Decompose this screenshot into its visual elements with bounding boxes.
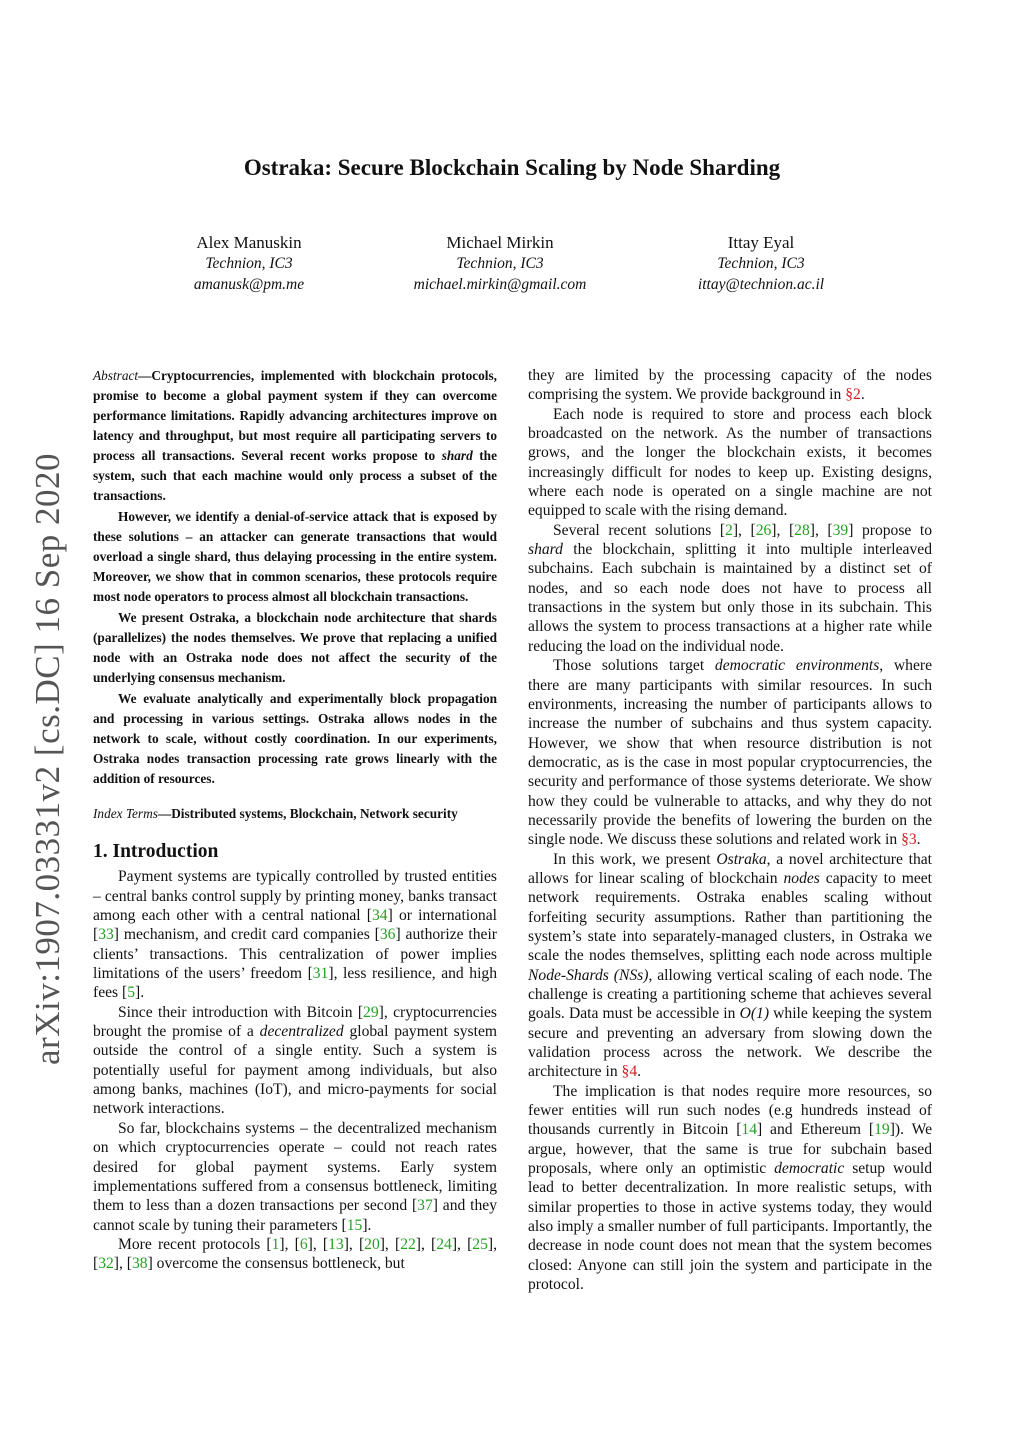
citation-link[interactable]: 25 xyxy=(472,1235,488,1253)
section-heading: 1. Introduction xyxy=(93,841,219,862)
abstract xyxy=(93,366,497,824)
body-paragraph: In this work, we present Ostraka, a novel architecture that allows for linear scaling of blockchain nodes capacity to meet network requirements. Ostraka enables scaling without forfeiting security assumptions. Rather than partitioning the system’s state into separately-managed clusters, in Ostraka we scale the nodes themselves, splitting each node across multiple Node-Shards (NSs), allowing vertical scaling of each node. The challenge is creating a partitioning scheme that achieves several goals. Data must be accessible in O(1) while keeping the system secure and preventing an adversary from slowing down the validation process across the network. We describe the architecture in §4. xyxy=(528,850,933,1081)
abstract-label: Abstract xyxy=(93,368,139,383)
author-name: Ittay Eyal xyxy=(727,233,795,252)
author-block xyxy=(631,232,891,295)
abstract-paragraph: We present Ostraka, a blockchain node architecture that shards (parallelizes) the nodes themselves. We prove that replacing a unified node with an Ostraka node does not affect the security of the underlying consensus mechanism. xyxy=(93,610,497,685)
citation-link[interactable]: 36 xyxy=(379,926,396,944)
citation-link[interactable]: 39 xyxy=(832,521,849,539)
body-paragraph: Several recent solutions [2], [26], [28], [39] propose to shard the blockchain, splitting it into multiple interleaved subchains. Each subchain is maintained by a distinct set of nodes, and so each node does not have to process all transactions in the system but only those in its subchain. This allows the system to process transactions at a higher rate while reducing the load on the individual node. xyxy=(528,521,933,655)
author-block xyxy=(119,232,379,295)
citation-link[interactable]: 20 xyxy=(364,1235,380,1253)
abstract-paragraph: However, we identify a denial-of-service attack that is exposed by these solutions – an attacker can generate transactions that would overload a single shard, thus delaying processing in the entire system. Moreover, we show that in common scenarios, these protocols require most node operators to process almost all blockchain transactions. xyxy=(93,509,497,604)
author-email[interactable]: michael.mirkin@gmail.com xyxy=(413,276,587,293)
section-link[interactable]: §4 xyxy=(621,1063,638,1081)
body-paragraph: More recent protocols [1], [6], [13], [20], [22], [24], [25], [32], [38] overcome the consensus bottleneck, but xyxy=(93,1235,497,1273)
math-expression: O(1) xyxy=(739,1005,770,1023)
author-email[interactable]: ittay@technion.ac.il xyxy=(697,276,825,293)
author-affiliation: Technion, IC3 xyxy=(456,255,544,272)
section-link[interactable]: §2 xyxy=(845,386,861,404)
body-paragraph: Payment systems are typically controlled by trusted entities – central banks control supply by printing money, banks transact among each other with a central national [34] or international [33] mechanism, and credit card companies [36] authorize their clients’ transactions. This centralization of power implies limitations of the users’ freedom [31], less resilience, and high fees [5]. xyxy=(93,868,498,1002)
citation-link[interactable]: 33 xyxy=(98,926,114,944)
citation-link[interactable]: 22 xyxy=(400,1235,416,1253)
author-affiliation: Technion, IC3 xyxy=(717,255,805,272)
citation-link[interactable]: 15 xyxy=(346,1216,363,1234)
citation-link[interactable]: 24 xyxy=(436,1235,452,1253)
citation-link[interactable]: 31 xyxy=(312,965,329,983)
author-block xyxy=(370,232,630,295)
citation-link[interactable]: 5 xyxy=(127,984,135,1002)
abstract-paragraph: Abstract—Cryptocurrencies, implemented with blockchain protocols, promise to become a global payment system if they can overcome performance limitations. Rapidly advancing architectures improve on latency and throughput, but most require all participating servers to process all transactions. Several recent works propose to shard the system, such that each machine would only process a subset of the transactions. xyxy=(93,368,497,503)
author-email[interactable]: amanusk@pm.me xyxy=(193,276,305,293)
citation-link[interactable]: 14 xyxy=(741,1121,757,1139)
author-name: Alex Manuskin xyxy=(196,233,302,252)
right-column xyxy=(528,366,932,1295)
citation-link[interactable]: 28 xyxy=(794,521,810,539)
body-paragraph: Since their introduction with Bitcoin [29], cryptocurrencies brought the promise of a decentralized global payment system outside the control of a single entity. Such a system is potentially useful for payment among individuals, but also among banks, machines (IoT), and micro-payments for social network interactions. xyxy=(93,1003,498,1118)
body-paragraph: Each node is required to store and process each block broadcasted on the network. As the number of transactions grows, and the longer the blockchain exists, it becomes increasingly difficult for nodes to keep up. Existing designs, where each node is operated on a single machine are not equipped to scale with the rising demand. xyxy=(528,405,932,520)
body-paragraph: So far, blockchains systems – the decentralized mechanism on which cryptocurrencies operate – could not reach rates desired for global payment systems. Early system implementations suffered from a consensus bottleneck, limiting them to less than a dozen transactions per second [37] and they cannot scale by tuning their parameters [15]. xyxy=(93,1119,497,1234)
section-link[interactable]: §3 xyxy=(901,831,917,849)
citation-link[interactable]: 13 xyxy=(328,1235,344,1253)
citation-link[interactable]: 6 xyxy=(299,1235,308,1253)
citation-link[interactable]: 38 xyxy=(131,1255,148,1273)
author-affiliation: Technion, IC3 xyxy=(205,255,293,272)
index-terms: Index Terms—Distributed systems, Blockchain, Network security xyxy=(93,806,458,821)
author-name: Michael Mirkin xyxy=(446,233,554,252)
paper-title: Ostraka: Secure Blockchain Scaling by Node Sharding xyxy=(243,155,781,180)
body-paragraph: they are limited by the processing capacity of the nodes comprising the system. We provide background in §2. xyxy=(528,367,932,404)
citation-link[interactable]: 19 xyxy=(874,1121,890,1139)
citation-link[interactable]: 2 xyxy=(725,521,733,539)
body-paragraph: Those solutions target democratic environments, where there are many participants with similar resources. In such environments, increasing the number of participants allows to increase the number of subchains and thus system capacity. However, we show that when resource distribution is not democratic, as is the case in most popular cryptocurrencies, the security and performance of those systems deteriorate. We show how they could be vulnerable to attacks, and why they do not necessarily provide the benefits of lowering the burden on the single node. We discuss these solutions and related work in §3. xyxy=(528,657,933,849)
citation-link[interactable]: 1 xyxy=(271,1235,280,1253)
body-paragraph: The implication is that nodes require more resources, so fewer entities will run such nodes (e.g hundreds instead of thousands currently in Bitcoin [14] and Ethereum [19]). We argue, however, that the same is true for subchain based proposals, where only an optimistic democratic setup would lead to better decentralization. In more realistic setups, with similar properties to those in active systems today, they would also imply a smaller number of full participants. Importantly, the decrease in node count does not mean that the system becomes closed: Anyone can still join the system and participate in the protocol. xyxy=(528,1082,932,1294)
citation-link[interactable]: 29 xyxy=(363,1003,379,1021)
arxiv-identifier: arXiv:1907.03331v2 [cs.DC] 16 Sep 2020 xyxy=(28,452,67,1065)
citation-link[interactable]: 37 xyxy=(417,1197,433,1215)
left-column xyxy=(93,366,497,1274)
citation-link[interactable]: 34 xyxy=(371,907,388,925)
abstract-paragraph: We evaluate analytically and experimentally block propagation and processing in various settings. Ostraka allows nodes in the network to scale, without costly coordination. In our experiments, Ostraka nodes transaction processing rate grows linearly with the addition of resources. xyxy=(93,691,497,786)
citation-link[interactable]: 32 xyxy=(98,1255,114,1273)
citation-link[interactable]: 26 xyxy=(755,521,772,539)
